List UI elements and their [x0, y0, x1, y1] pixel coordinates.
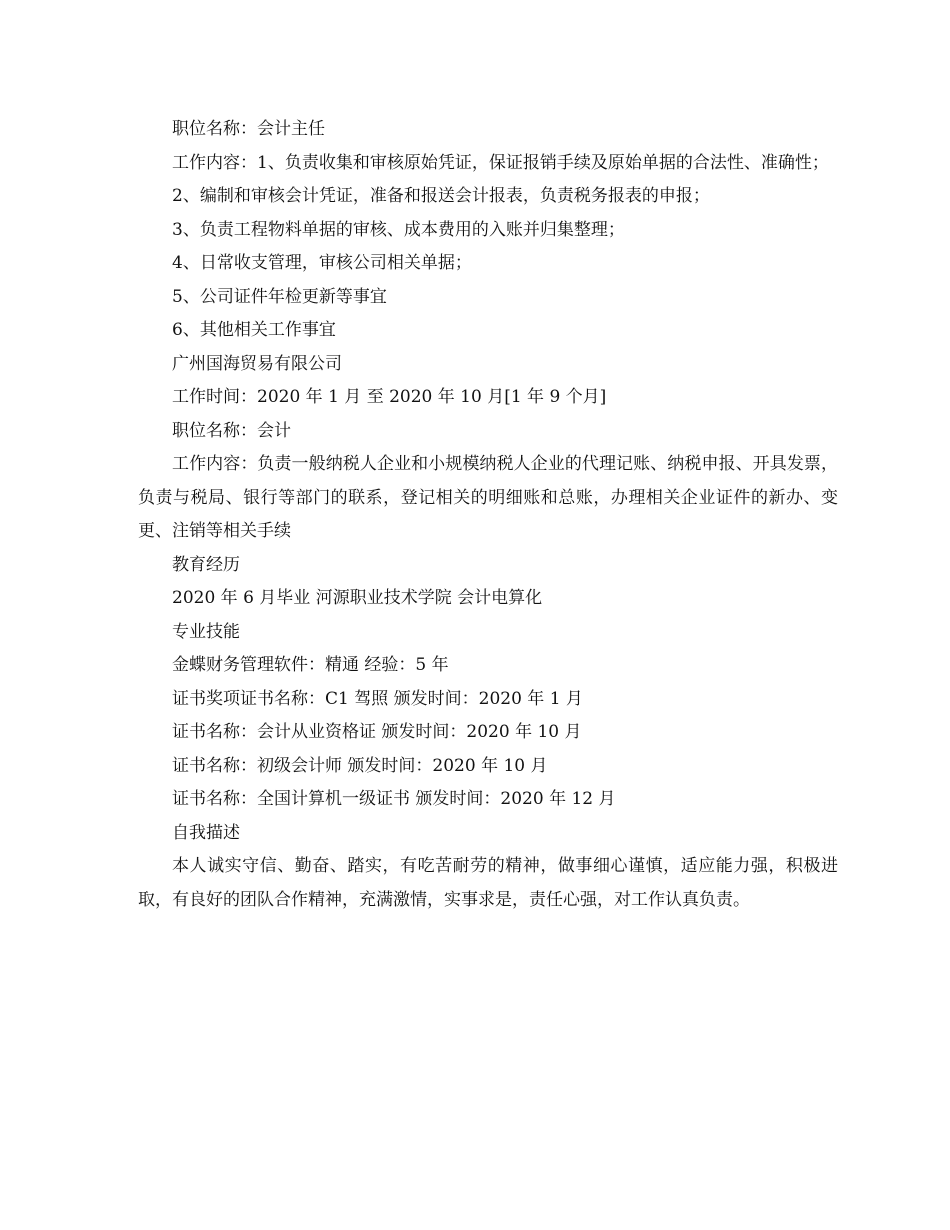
section-heading-self-description: 自我描述 — [172, 822, 240, 843]
position-title: 职位名称：会计 — [172, 420, 291, 441]
self-description-text: 本人诚实守信、勤奋、踏实，有吃苦耐劳的精神，做事细心谨慎，适应能力强，积极进取，有良好的团队合作精神，充满激情，实事求是，责任心强，对工作认真负责。 — [138, 856, 838, 910]
company-name: 广州国海贸易有限公司 — [172, 353, 342, 374]
job-duties: 工作内容：1、负责收集和审核原始凭证，保证报销手续及原始单据的合法性、准确性； — [172, 152, 829, 173]
resume-document — [138, 113, 838, 917]
skill-entry: 金蝶财务管理软件：精通 经验：5 年 — [172, 655, 449, 675]
position-title: 职位名称：会计主任 — [172, 119, 325, 139]
section-heading-skills: 专业技能 — [172, 621, 240, 642]
job-duty-item: 6、其他相关工作事宜 — [172, 320, 336, 340]
job-duty-item: 2、编制和审核会计凭证，准备和报送会计报表，负责税务报表的申报； — [172, 186, 710, 206]
certificate-entry: 证书奖项证书名称：C1 驾照 颁发时间：2020 年 1 月 — [172, 688, 583, 709]
certificate-entry: 证书名称：初级会计师 颁发时间：2020 年 10 月 — [172, 755, 548, 776]
section-heading-education: 教育经历 — [172, 554, 240, 575]
certificate-entry: 证书名称：会计从业资格证 颁发时间：2020 年 10 月 — [172, 722, 582, 742]
job-duty-item: 5、公司证件年检更新等事宜 — [172, 286, 387, 307]
job-duties: 工作内容：负责一般纳税人企业和小规模纳税人企业的代理记账、纳税申报、开具发票，负责与税局、银行等部门的联系，登记相关的明细账和总账，办理相关企业证件的新办、变更、注销等相关手续 — [138, 454, 838, 541]
job-duty-item: 3、负责工程物料单据的审核、成本费用的入账并归集整理； — [172, 219, 625, 240]
job-duty-item: 4、日常收支管理，审核公司相关单据； — [172, 253, 472, 273]
work-period: 工作时间：2020 年 1 月 至 2020 年 10 月[1 年 9 个月] — [172, 387, 607, 407]
education-entry: 2020 年 6 月毕业 河源职业技术学院 会计电算化 — [172, 588, 543, 608]
certificate-entry: 证书名称：全国计算机一级证书 颁发时间：2020 年 12 月 — [172, 789, 616, 809]
